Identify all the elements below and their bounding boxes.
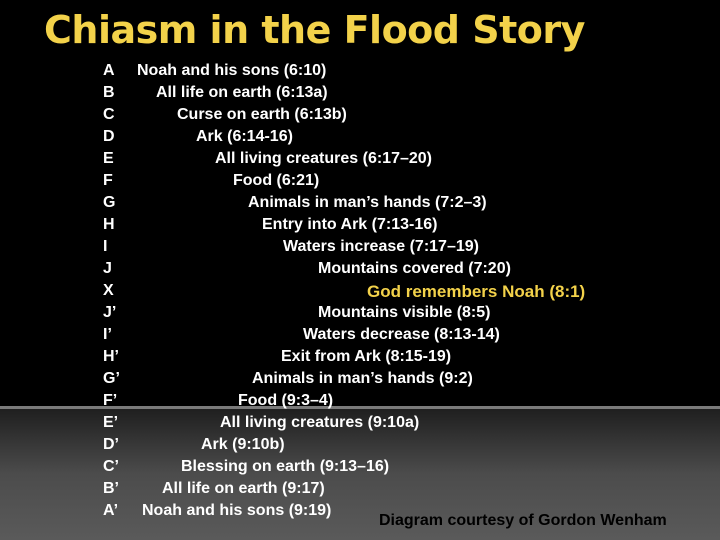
row-text: Noah and his sons (6:10) [137,62,327,79]
row-letter: J’ [103,304,117,321]
chiasm-row-e-prime [0,414,720,436]
row-text: Food (9:3–4) [238,392,334,409]
chiasm-row-x-center [0,282,720,304]
row-text: Animals in man’s hands (7:2–3) [248,194,487,211]
chiasm-row-b-prime [0,480,720,502]
row-letter: A [103,62,115,79]
chiasm-row-j [0,260,720,282]
row-letter: G’ [103,370,120,387]
chiasm-row-e [0,150,720,172]
chiasm-row-f-prime [0,392,720,414]
row-letter: J [103,260,112,277]
chiasm-row-g-prime [0,370,720,392]
row-text: Ark (6:14-16) [196,128,293,145]
row-letter: H’ [103,348,119,365]
chiasm-row-i-prime [0,326,720,348]
row-letter: X [103,282,114,299]
row-letter: I [103,238,108,255]
row-text: Exit from Ark (8:15-19) [281,348,452,365]
chiasm-row-a [0,62,720,84]
row-text: Mountains visible (8:5) [318,304,491,321]
chiasm-row-f [0,172,720,194]
chiasm-row-i [0,238,720,260]
row-letter: F [103,172,113,189]
chiasm-row-b [0,84,720,106]
row-text: Blessing on earth (9:13–16) [181,458,390,475]
row-letter: B’ [103,480,119,497]
row-text: Waters increase (7:17–19) [283,238,479,255]
row-letter: B [103,84,115,101]
row-text: Ark (9:10b) [201,436,285,453]
row-letter: D [103,128,115,145]
chiasm-row-h [0,216,720,238]
row-letter: D’ [103,436,119,453]
row-text: All life on earth (9:17) [162,480,325,497]
row-text: All life on earth (6:13a) [156,84,328,101]
chiasm-row-d [0,128,720,150]
row-text: Curse on earth (6:13b) [177,106,347,123]
row-text: All living creatures (9:10a) [220,414,420,431]
chiasm-row-j-prime [0,304,720,326]
row-text: Waters decrease (8:13-14) [303,326,500,343]
chiasm-row-h-prime [0,348,720,370]
row-text: Food (6:21) [233,172,320,189]
row-letter: E [103,150,114,167]
diagram-credit: Diagram courtesy of Gordon Wenham [379,512,667,529]
row-letter: I’ [103,326,112,343]
row-letter: H [103,216,115,233]
row-text: All living creatures (6:17–20) [215,150,432,167]
row-letter: F’ [103,392,118,409]
row-text-center: God remembers Noah (8:1) [367,282,586,301]
row-text: Animals in man’s hands (9:2) [252,370,473,387]
row-letter: E’ [103,414,119,431]
chiasm-row-d-prime [0,436,720,458]
chiasm-row-c-prime [0,458,720,480]
slide-title: Chiasm in the Flood Story [44,8,585,52]
row-text: Entry into Ark (7:13-16) [262,216,438,233]
chiasm-row-g [0,194,720,216]
row-letter: A’ [103,502,119,519]
row-text: Noah and his sons (9:19) [142,502,332,519]
row-letter: C’ [103,458,119,475]
row-text: Mountains covered (7:20) [318,260,511,277]
chiasm-row-c [0,106,720,128]
row-letter: G [103,194,116,211]
row-letter: C [103,106,115,123]
